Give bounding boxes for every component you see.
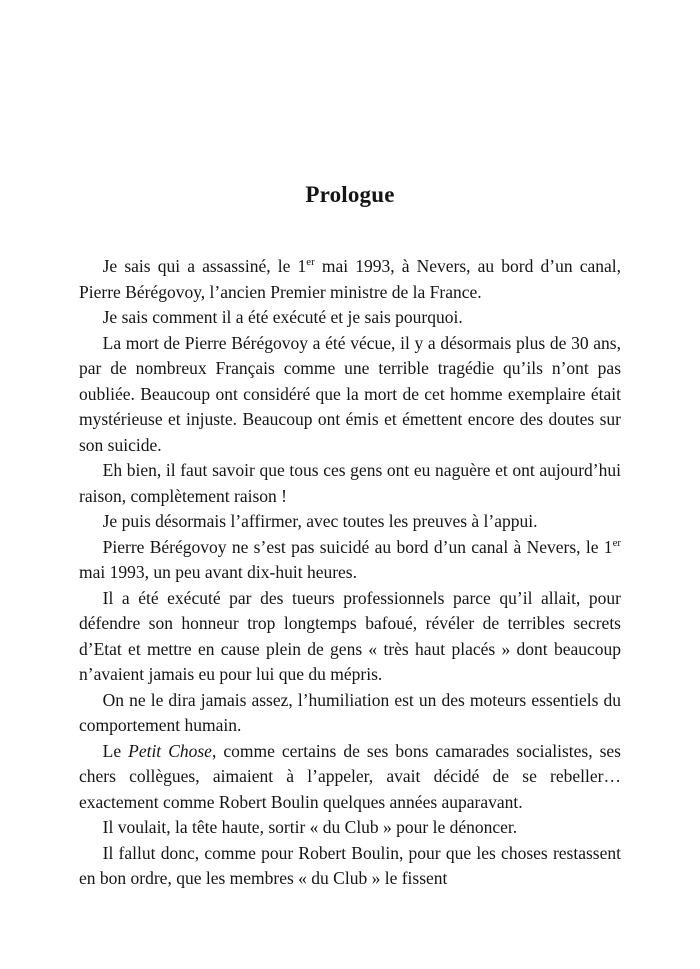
paragraph [79, 305, 621, 331]
italic-text: Petit Chose [128, 740, 212, 761]
text-segment: mai 1993, à Nevers, au bord d’un canal, Pierre Bérégovoy, l’ancien Premier ministre de la France. [79, 256, 622, 302]
text-segment: Pierre Bérégovoy ne s’est pas suicidé au bord d’un canal à Nevers, le 1 [102, 536, 613, 557]
text-segment: La mort de Pierre Bérégovoy a été vécue, il y a désormais plus de 30 ans, par de nombreux Français comme une terrible tragédie qu’ils n’ont pas oubliée. Beaucoup ont considéré que la mort de cet homme exemplaire était mystérieuse et injuste. Beaucoup ont émis et émettent encore des doutes sur son suicide. [79, 332, 621, 455]
text-segment: Il voulait, la tête haute, sortir « du Club » pour le dénoncer. [102, 817, 518, 837]
text-segment: Le [102, 740, 129, 761]
text-segment: Je sais qui a assassiné, le 1 [102, 256, 307, 276]
paragraph [79, 331, 621, 459]
text-segment: Il a été exécuté par des tueurs professionnels parce qu’il allait, pour défendre son honneur trop longtemps bafoué, révéler de terribles secrets d’Etat et mettre en cause plein de gens « très haut placés » dont beaucoup n’avaient jamais eu pour lui que du mépris. [79, 587, 621, 684]
text-segment: On ne le dira jamais assez, l’humiliation est un des moteurs essentiels du comportement humain. [79, 689, 621, 735]
paragraph [79, 254, 621, 305]
text-segment: mai 1993, un peu avant dix-huit heures. [79, 562, 357, 582]
paragraph [79, 458, 621, 509]
superscript-text: er [306, 256, 315, 269]
paragraph [79, 535, 621, 586]
text-segment: Je puis désormais l’affirmer, avec toutes les preuves à l’appui. [102, 511, 538, 531]
paragraph [79, 815, 621, 841]
paragraph [79, 586, 621, 688]
text-segment: , comme certains de ses bons camarades socialistes, ses chers collègues, aimaient à l’appeler, avait décidé de se rebeller… exactement comme Robert Boulin quelques années auparavant. [79, 740, 621, 812]
text-segment: Il fallut donc, comme pour Robert Boulin, pour que les choses restassent en bon ordre, que les membres « du Club » le fissent [79, 842, 621, 888]
superscript-text: er [612, 536, 621, 549]
chapter-title: Prologue [305, 182, 395, 207]
paragraph [79, 509, 621, 535]
text-segment: Eh bien, il faut savoir que tous ces gens ont eu naguère et ont aujourd’hui raison, complètement raison ! [79, 460, 621, 506]
paragraph [79, 739, 621, 816]
paragraph [79, 688, 621, 739]
paragraph [79, 841, 621, 892]
text-segment: Je sais comment il a été exécuté et je sais pourquoi. [102, 307, 463, 327]
body-text [79, 254, 621, 892]
